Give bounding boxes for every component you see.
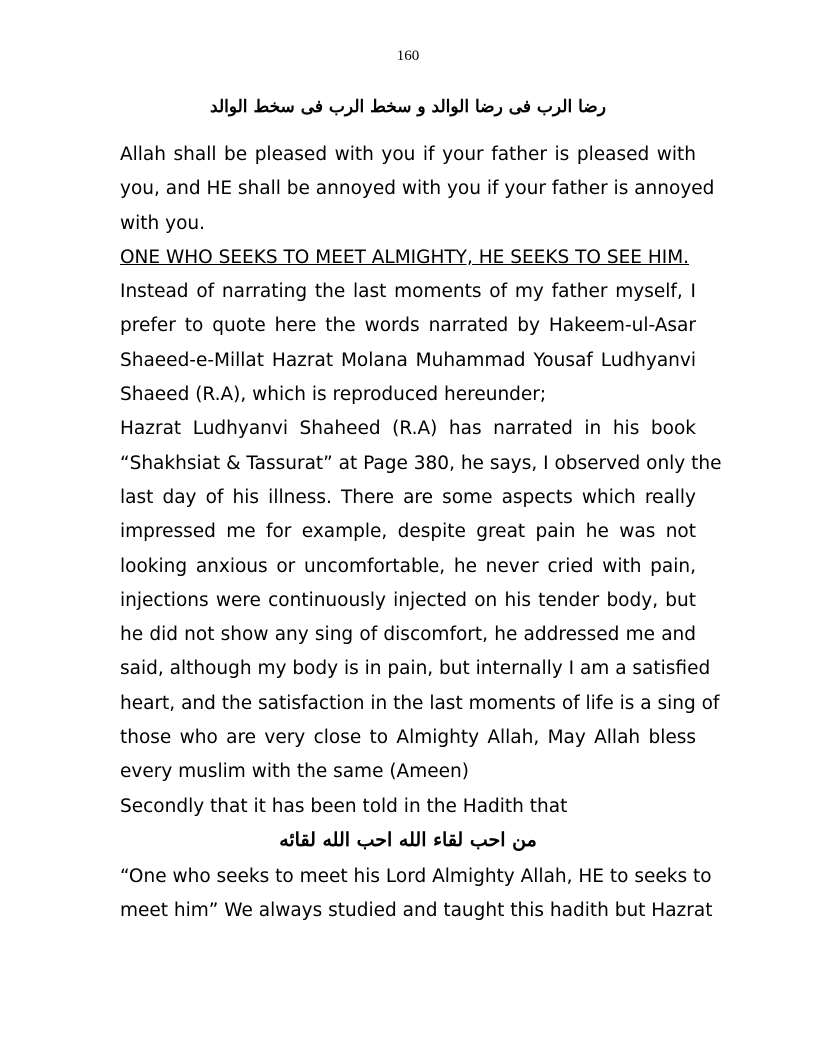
page-number: 160 <box>396 48 420 64</box>
arabic-heading: رضا الرب فی رضا الوالد و سخط الرب فی سخط الوالد <box>210 97 606 117</box>
section-heading: ONE WHO SEEKS TO MEET ALMIGHTY, HE SEEKS TO SEE HIM. <box>120 246 690 268</box>
text-line: he did not show any sing of discomfort, he addressed me and <box>120 624 696 646</box>
text-line: those who are very close to Almighty Allah, May Allah bless <box>120 727 696 749</box>
text-line: Allah shall be pleased with you if your father is pleased with <box>120 144 696 165</box>
text-line: looking anxious or uncomfortable, he never cried with pain, <box>120 555 696 577</box>
body-text-block-2 <box>120 860 713 929</box>
text-line: Instead of narrating the last moments of my father myself, I <box>120 281 696 303</box>
arabic-hadith: من احب لقاء الله احب الله لقائه <box>279 829 537 851</box>
text-line: impressed me for example, despite great pain he was not <box>120 521 696 543</box>
text-line: prefer to quote here the words narrated by Hakeem-ul-Asar <box>120 315 696 337</box>
text-line: heart, and the satisfaction in the last moments of life is a sing of <box>120 692 720 714</box>
text-line: “Shakhsiat & Tassurat” at Page 380, he says, I observed only the <box>120 452 722 474</box>
text-line: Shaeed-e-Millat Hazrat Molana Muhammad Yousaf Ludhyanvi <box>120 349 696 371</box>
text-line: Hazrat Ludhyanvi Shaheed (R.A) has narrated in his book <box>120 418 696 440</box>
text-line: last day of his illness. There are some aspects which really <box>120 486 696 508</box>
text-line: meet him” We always studied and taught this hadith but Hazrat <box>120 900 713 922</box>
text-line: you, and HE shall be annoyed with you if your father is annoyed <box>120 178 715 200</box>
text-line: said, although my body is in pain, but internally I am a satisfied <box>120 658 711 680</box>
text-line: “One who seeks to meet his Lord Almighty Allah, HE to seeks to <box>120 866 712 887</box>
text-line: Secondly that it has been told in the Hadith that <box>120 795 568 817</box>
text-line: Shaeed (R.A), which is reproduced hereunder; <box>120 384 547 406</box>
text-line: injections were continuously injected on his tender body, but <box>120 589 696 611</box>
text-line: every muslim with the same (Ameen) <box>120 761 469 783</box>
body-text-block-1 <box>120 138 722 824</box>
text-line: with you. <box>120 212 206 234</box>
